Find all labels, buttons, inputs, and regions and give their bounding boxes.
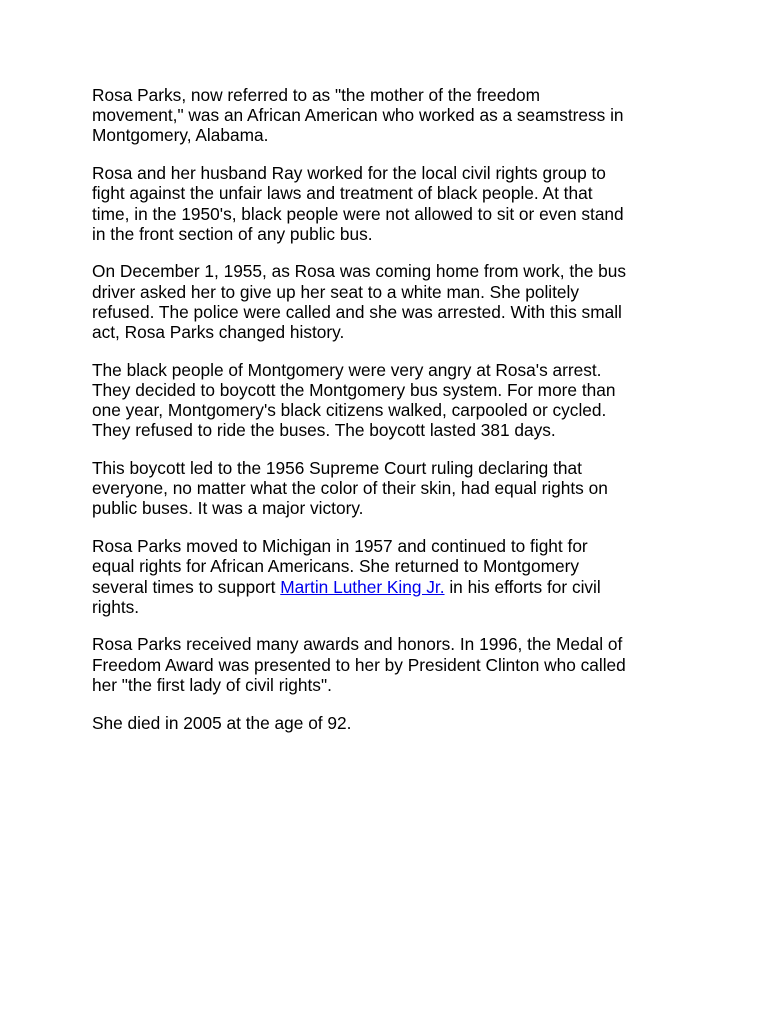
text-line: one year, Montgomery's black citizens walked, carpooled or cycled. [92,400,607,421]
text-line: Freedom Award was presented to her by President Clinton who called [92,654,626,675]
paragraph-intro [92,85,678,146]
text-line: her "the first lady of civil rights". [92,674,332,695]
text-line: She died in 2005 at the age of 92. [92,712,352,733]
text-line: Rosa Parks, now referred to as "the mother of the freedom [92,85,540,105]
text-line: Rosa Parks received many awards and honors. In 1996, the Medal of [92,634,623,655]
text-line: rights. [92,596,140,617]
text-line: everyone, no matter what the color of their skin, had equal rights on [92,478,608,499]
paragraph-michigan [92,536,678,617]
text-line: public buses. It was a major victory. [92,498,364,519]
text-line: movement," was an African American who worked as a seamstress in [92,105,624,126]
text-line: act, Rosa Parks changed history. [92,322,345,343]
text-line: fight against the unfair laws and treatment of black people. At that [92,183,593,204]
text-segment: in his efforts for civil [444,576,601,597]
text-line: in the front section of any public bus. [92,223,373,244]
text-line: refused. The police were called and she was arrested. With this small [92,301,622,322]
text-line-with-link [92,577,678,597]
martin-luther-king-link[interactable]: Martin Luther King Jr. [280,576,445,597]
text-line: driver asked her to give up her seat to a white man. She politely [92,281,580,302]
document-body [92,85,678,750]
paragraph-arrest [92,261,678,342]
paragraph-supreme-court [92,458,678,519]
text-line: Rosa and her husband Ray worked for the local civil rights group to [92,163,606,184]
text-line: Rosa Parks moved to Michigan in 1957 and continued to fight for [92,536,588,557]
paragraph-death [92,713,678,733]
paragraph-civil-rights-group [92,163,678,244]
text-line: They refused to ride the buses. The boycott lasted 381 days. [92,420,556,441]
text-line: The black people of Montgomery were very angry at Rosa's arrest. [92,359,602,380]
text-line: On December 1, 1955, as Rosa was coming home from work, the bus [92,261,627,282]
text-line: Montgomery, Alabama. [92,125,269,146]
paragraph-awards [92,634,678,695]
text-segment: several times to support [92,576,281,597]
text-line: This boycott led to the 1956 Supreme Court ruling declaring that [92,458,582,479]
text-line: They decided to boycott the Montgomery bus system. For more than [92,379,616,400]
text-line: equal rights for African Americans. She returned to Montgomery [92,556,579,577]
paragraph-boycott [92,360,678,441]
text-line: time, in the 1950's, black people were not allowed to sit or even stand [92,203,624,224]
